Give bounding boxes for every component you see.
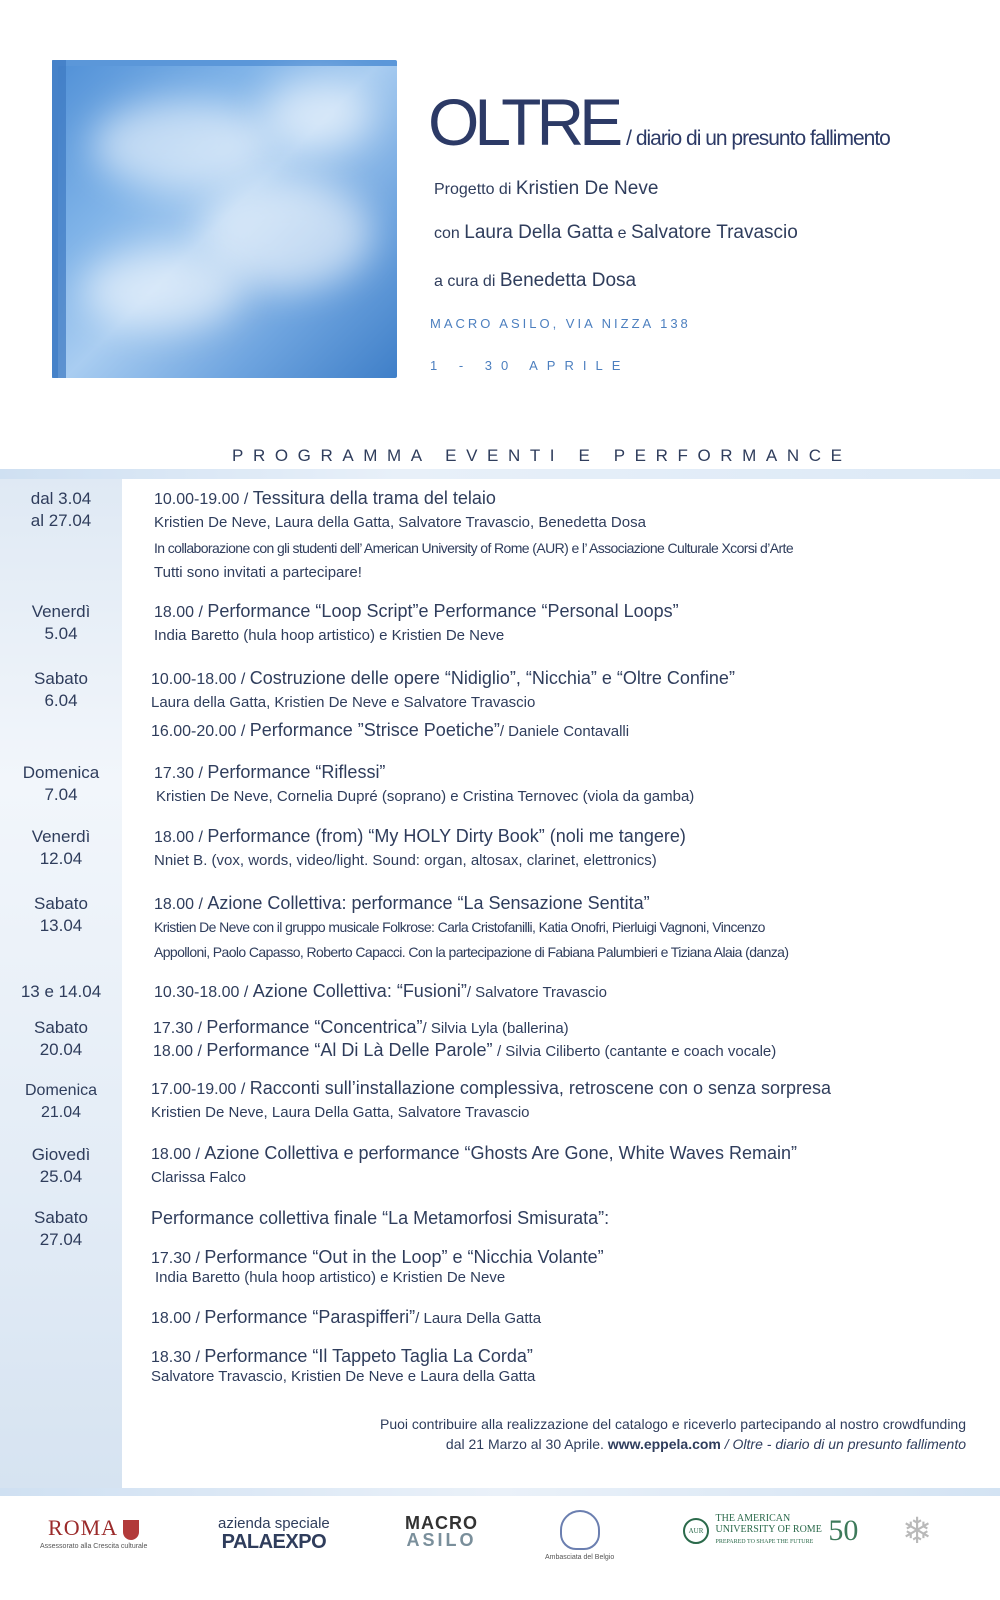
date-label: Sabato 20.04 [34,1018,88,1059]
event-heading: 18.00 / Azione Collettiva e performance “Ghosts Are Gone, White Waves Remain” [151,1143,797,1163]
date-label: Domenica 7.04 [22,763,100,804]
credit-name: Laura Della Gatta [464,222,614,243]
snowflake-logo-icon: ❄ [902,1510,933,1551]
macro-asilo-logo: MACRO ASILO [405,1513,478,1550]
venue-address: MACRO ASILO, VIA NIZZA 138 [430,316,691,331]
exhibition-dates: 1 - 30 APRILE [430,358,630,373]
event-credit: Kristien De Neve, Cornelia Dupré (soprano) e Cristina Ternovec (viola da gamba) [156,788,695,805]
event-note: In collaborazione con gli studenti dell’ American University of Rome (AUR) e l’ Associazione Culturale Xcorsi d’Arte [154,540,794,556]
event-heading: 10.00-19.00 / Tessitura della trama del telaio [154,488,496,508]
title-main: OLTRE [428,85,619,159]
date-label: Domenica 21.04 [24,1082,98,1121]
event-credit: Clarissa Falco [151,1169,247,1186]
credit-name: Salvatore Travascio [630,222,798,243]
credit-joiner: e [617,225,627,242]
event-heading: 17.30 / Performance “Concentrica”/ Silvia Lyla (ballerina) [153,1017,569,1037]
event-heading: 18.00 / Performance “Paraspifferi”/ Laura Della Gatta [151,1307,542,1327]
event-credit: Kristien De Neve, Laura Della Gatta, Salvatore Travascio [151,1104,530,1121]
event-heading: 17.30 / Performance “Out in the Loop” e “Nicchia Volante” [151,1247,604,1267]
credit-name: Kristien De Neve [515,178,659,199]
date-label: Sabato 6.04 [34,669,88,710]
event-heading: 10.30-18.00 / Azione Collettiva: “Fusioni”/ Salvatore Travascio [154,981,607,1001]
event-heading: 18.00 / Performance “Loop Script”e Performance “Personal Loops” [154,601,679,621]
title-subtitle: / diario di un presunto fallimento [626,127,890,150]
event-heading: 18.00 / Azione Collettiva: performance “La Sensazione Sentita” [154,893,650,913]
cloud-shape [262,80,372,150]
date-label: 13 e 14.04 [20,982,102,1001]
page-title [428,84,890,160]
credit-prefix: con [434,225,460,242]
credit-prefix: a cura di [434,273,496,290]
coat-of-arms-icon [560,1510,600,1550]
crowdfunding-note: Puoi contribuire alla realizzazione del catalogo e riceverlo partecipando al nostro crowdfunding [379,1416,966,1432]
date-label: Sabato 13.04 [34,894,88,935]
event-credit: Kristien De Neve con il gruppo musicale Folkrose: Carla Cristofanilli, Katia Onofri, Pierluigi Vagnoni, Vincenzo [154,919,765,935]
event-heading: 17.00-19.00 / Racconti sull’installazione complessiva, retroscene con o senza sorpresa [151,1078,832,1098]
sky-artwork-edge [52,60,66,378]
event-credit: India Baretto (hula hoop artistico) e Kristien De Neve [154,627,505,644]
event-credit: Appolloni, Paolo Capasso, Roberto Capacci. Con la partecipazione di Fabiana Palumbieri e Tiziana Alaia (danza) [154,944,789,960]
event-heading: 18.30 / Performance “Il Tappeto Taglia La Corda” [151,1346,533,1366]
event-heading: 10.00-18.00 / Costruzione delle opere “Nidiglio”, “Nicchia” e “Oltre Confine” [151,668,735,688]
event-note: Tutti sono invitati a partecipare! [154,564,362,581]
sky-artwork-image [52,60,397,378]
credit-name: Benedetta Dosa [499,270,637,291]
collaborators-credit [434,222,798,244]
crowdfunding-link[interactable]: www.eppela.com [607,1436,721,1452]
cloud-shape [92,100,272,190]
crowdfunding-note-line2: dal 21 Marzo al 30 Aprile. www.eppela.com / Oltre - diario di un presunto fallimento [445,1436,966,1452]
event-heading: 16.00-20.00 / Performance ”Strisce Poetiche”/ Daniele Contavalli [151,720,630,740]
divider-band [0,1488,1000,1496]
date-label: Venerdì 12.04 [31,827,91,868]
date-label: Venerdì 5.04 [31,602,91,643]
event-heading: 18.00 / Performance (from) “My HOLY Dirty Book” (noli me tangere) [154,826,686,846]
event-credit: Salvatore Travascio, Kristien De Neve e Laura della Gatta [151,1368,536,1385]
project-credit [434,178,658,200]
event-heading: 18.00 / Performance “Al Di Là Delle Parole” / Silvia Ciliberto (cantante e coach vocale) [153,1040,777,1060]
belgium-embassy-logo: Ambasciata del Belgio [545,1510,614,1561]
aur-seal-icon: AUR [683,1518,709,1544]
palaexpo-logo: azienda speciale PALAEXPO [218,1515,330,1553]
cloud-shape [82,250,242,330]
roma-logo: ROMA Assessorato alla Crescita culturale [40,1515,148,1550]
date-label: Giovedì 25.04 [31,1145,91,1186]
event-heading: 17.30 / Performance “Riflessi” [154,762,386,782]
date-label: Sabato 27.04 [34,1208,88,1249]
programme-heading: PROGRAMMA EVENTI E PERFORMANCE [232,446,852,465]
roma-crest-icon [123,1520,139,1540]
event-credit: Nniet B. (vox, words, video/light. Sound: organ, altosax, clarinet, elettronics) [154,852,657,869]
event-credit: Kristien De Neve, Laura della Gatta, Salvatore Travascio, Benedetta Dosa [154,514,646,531]
curator-credit [434,270,636,292]
aur-logo: AUR THE AMERICAN UNIVERSITY OF ROME PREPARED TO SHAPE THE FUTURE 50 [683,1513,858,1548]
divider-band [0,469,1000,479]
credit-prefix: Progetto di [434,181,512,198]
event-heading: Performance collettiva finale “La Metamorfosi Smisurata”: [151,1208,610,1228]
event-credit: Laura della Gatta, Kristien De Neve e Salvatore Travascio [151,694,536,711]
event-credit: India Baretto (hula hoop artistico) e Kristien De Neve [155,1269,506,1286]
date-label: dal 3.04 al 27.04 [30,489,92,530]
